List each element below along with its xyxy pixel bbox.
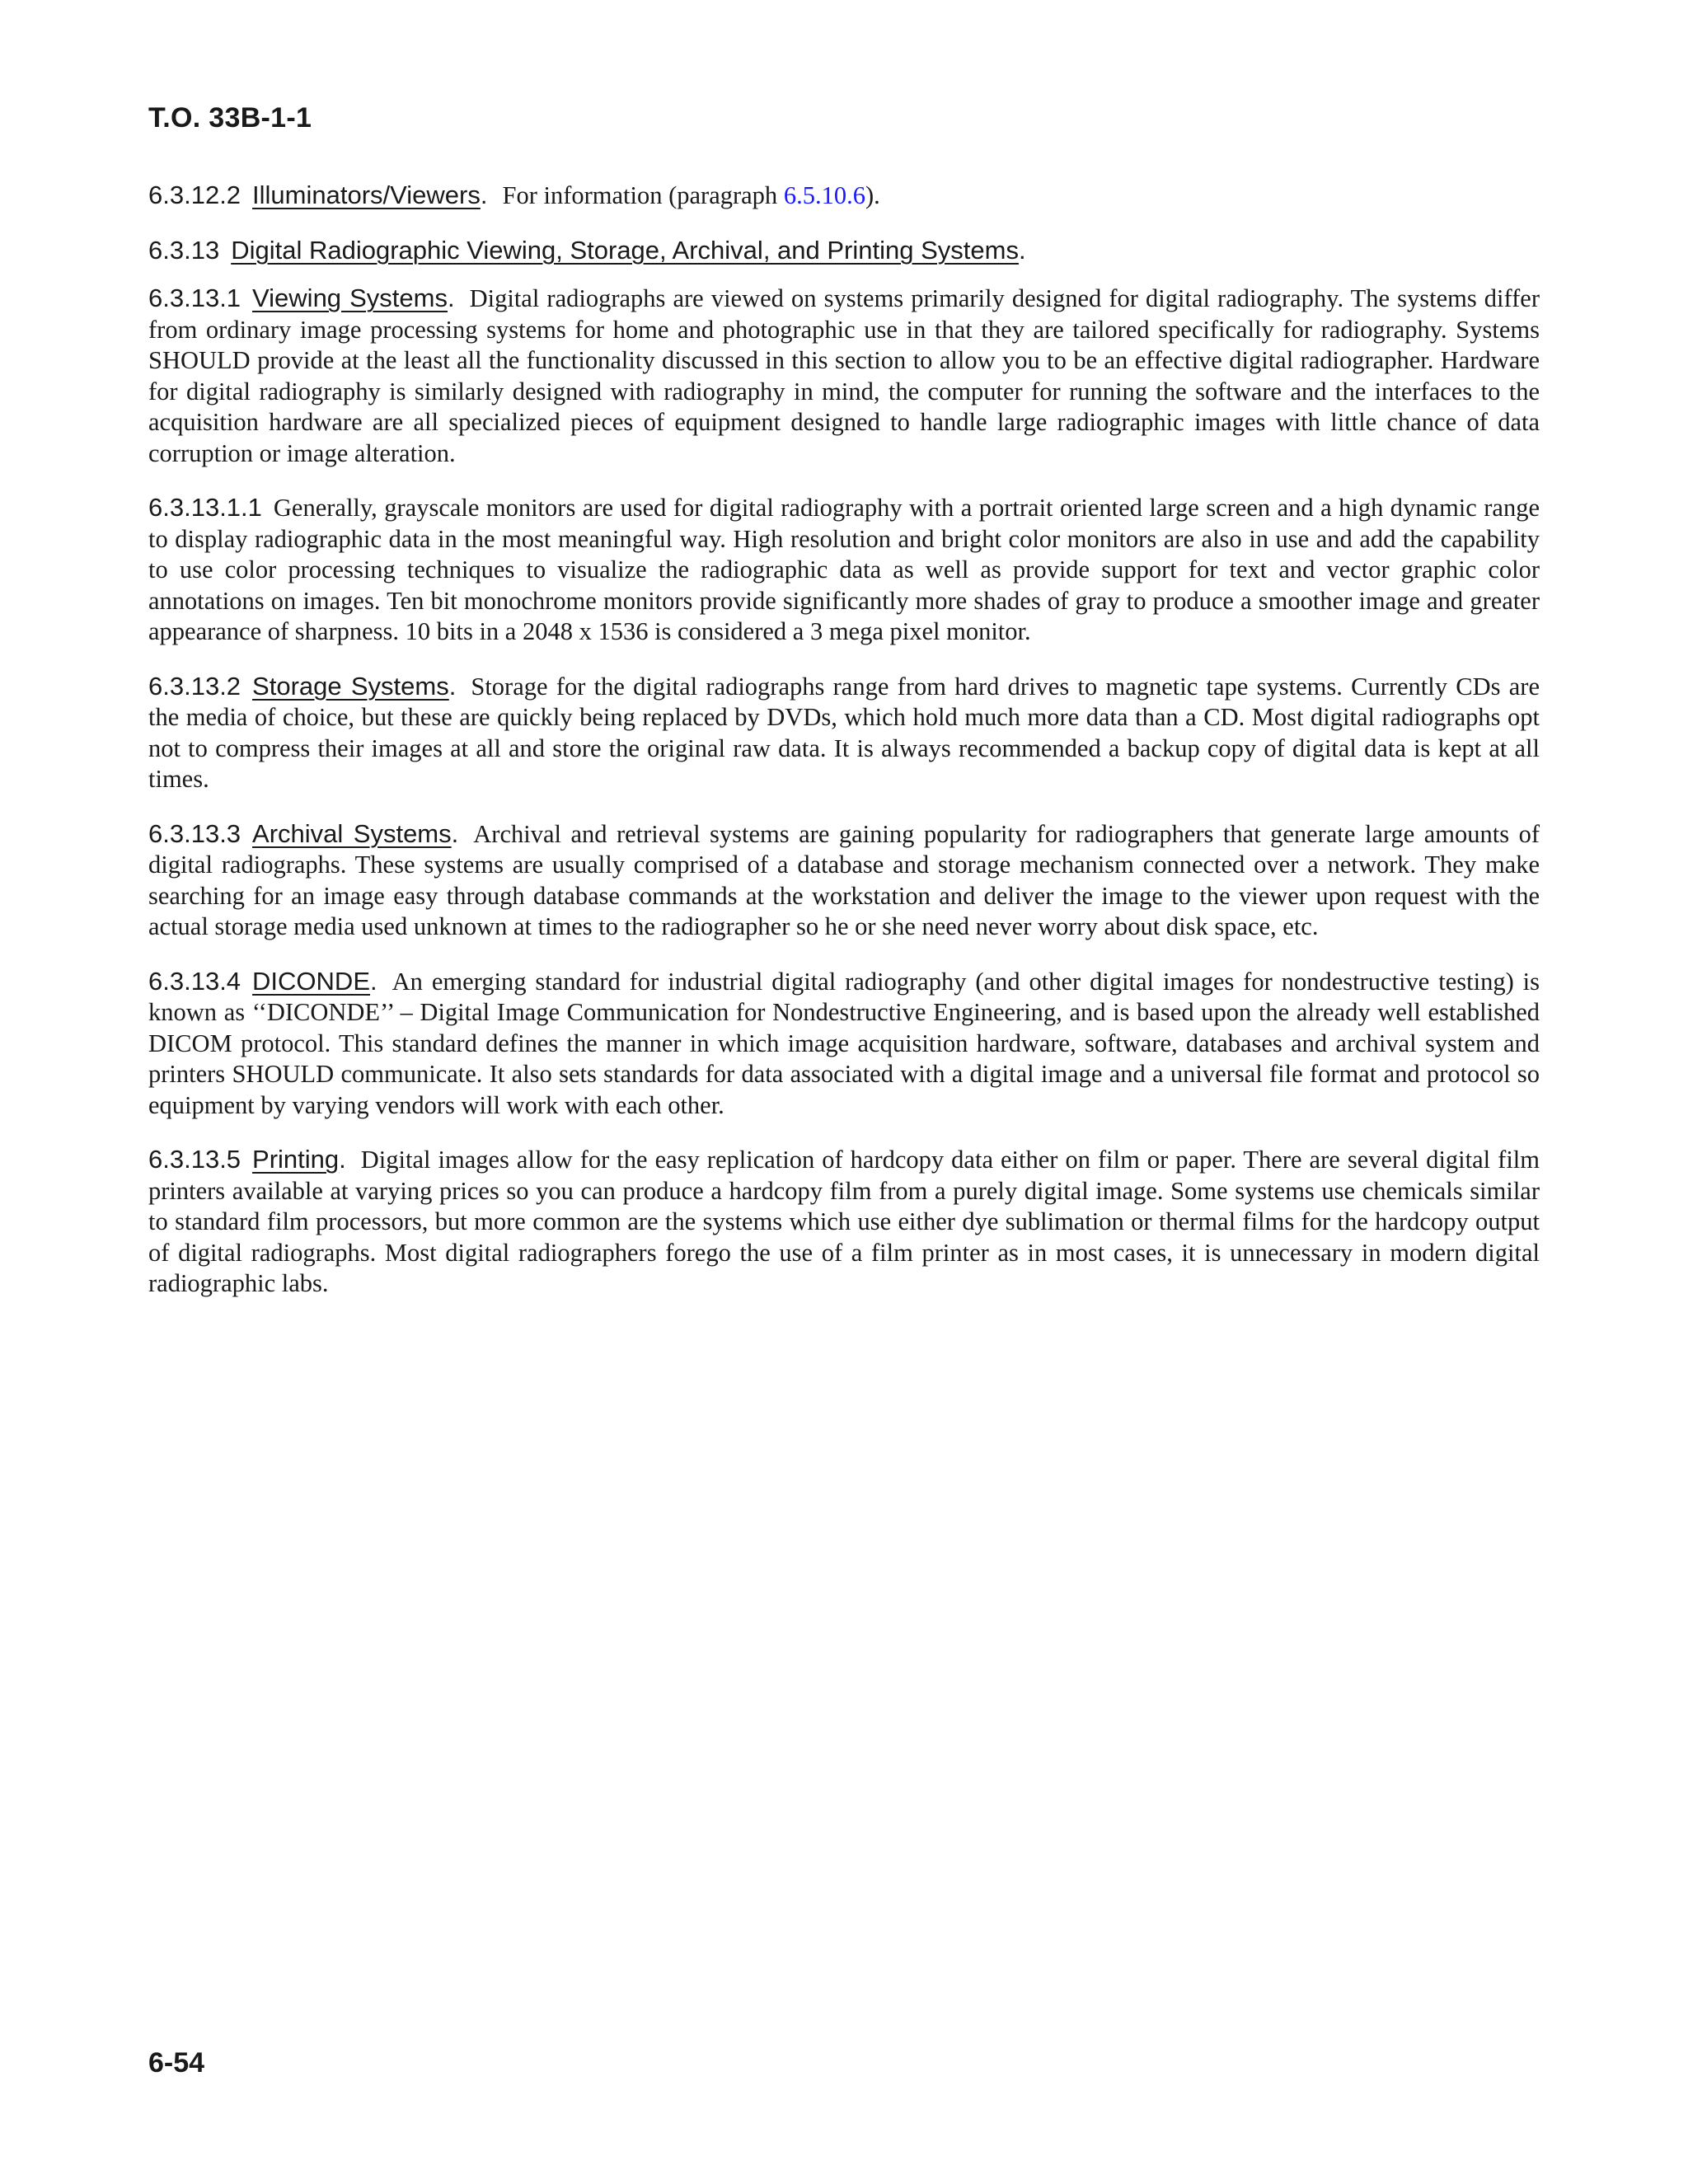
heading-punctuation: . — [339, 1145, 346, 1174]
paragraph-text: For information (paragraph — [502, 181, 784, 209]
paragraph-6-3-12-2 — [148, 180, 1540, 212]
paragraph-number: 6.3.13.3 — [148, 818, 241, 848]
paragraph-heading: Archival Systems — [252, 818, 452, 848]
page-number: 6-54 — [148, 2047, 205, 2079]
paragraph-6-3-13-4 — [148, 966, 1540, 1122]
paragraph-text: Digital radiographs are viewed on systems primarily designed for digital radiography. The systems differ from ordinary image processing systems for home and photographic use in that they are tailored specifically for radiography. Systems SHOULD provide at the least all the functionality discussed in this section to allow you to be an effective digital radiographer. Hardware for digital radiography is similarly designed with radiography in mind, the computer for running the software and the interfaces to the acquisition hardware are all specialized pieces of equipment designed to handle large radiographic images with little chance of data corruption or image alteration. — [148, 284, 1540, 467]
heading-punctuation: . — [451, 818, 459, 848]
paragraph-number: 6.3.13.2 — [148, 671, 241, 701]
heading-punctuation: . — [370, 966, 377, 996]
paragraph-number: 6.3.13.4 — [148, 966, 241, 996]
paragraph-6-3-13-3 — [148, 818, 1540, 943]
heading-punctuation: . — [447, 284, 455, 312]
paragraph-heading: Storage Systems — [252, 671, 449, 701]
paragraph-number: 6.3.12.2 — [148, 180, 241, 209]
paragraph-heading: Digital Radiographic Viewing, Storage, Archival, and Printing Systems — [231, 235, 1019, 265]
paragraph-6-3-13-2 — [148, 671, 1540, 795]
document-body — [148, 180, 1540, 1323]
paragraph-6-3-13-1 — [148, 283, 1540, 469]
paragraph-6-3-13-5 — [148, 1144, 1540, 1300]
paragraph-heading: DICONDE — [252, 966, 370, 996]
paragraph-number: 6.3.13.1 — [148, 284, 241, 312]
paragraph-text: Archival and retrieval systems are gaining popularity for radiographers that generate large amounts of digital radiographs. These systems are usually comprised of a database and storage mechanism connected over a network. They make searching for an image easy through database commands at the workstation and deliver the image to the viewer upon request with the actual storage media used unknown at times to the radiographer so he or she need never worry about disk space, etc. — [148, 819, 1540, 940]
heading-punctuation: . — [480, 180, 488, 209]
paragraph-6-3-13-1-1 — [148, 492, 1540, 648]
paragraph-heading: Illuminators/Viewers — [252, 180, 481, 209]
paragraph-number: 6.3.13.5 — [148, 1145, 241, 1174]
paragraph-number: 6.3.13 — [148, 235, 220, 265]
paragraph-text: Digital images allow for the easy replication of hardcopy data either on film or paper. There are several digital film printers available at varying prices so you can produce a hardcopy film from a purely digital image. Some systems use chemicals similar to standard film processors, but more common are the systems which use either dye sublimation or thermal films for the hardcopy output of digital radiographs. Most digital radiographers forego the use of a film printer as in most cases, it is unnecessary in modern digital radiographic labs. — [148, 1146, 1540, 1297]
heading-punctuation: . — [1018, 235, 1026, 265]
document-id-header: T.O. 33B-1-1 — [148, 102, 312, 134]
paragraph-heading: Printing — [252, 1145, 340, 1174]
paragraph-heading: Viewing Systems — [252, 284, 448, 312]
paragraph-text-end: ). — [865, 181, 880, 209]
section-heading-6-3-13 — [148, 235, 1540, 267]
paragraph-text: Storage for the digital radiographs range from hard drives to magnetic tape systems. Currently CDs are the media of choice, but these are quickly being replaced by DVDs, which hold much more data than a CD. Most digital radiographs opt not to compress their images at all and store the original raw data. It is always recommended a backup copy of digital data is kept at all times. — [148, 672, 1540, 793]
paragraph-text: Generally, grayscale monitors are used for digital radiography with a portrait oriented large screen and a high dynamic range to display radiographic data in the most meaningful way. High resolution and bright color monitors are also in use and add the capability to use color processing techniques to visualize the radiographic data as well as provide support for text and vector graphic color annotations on images. Ten bit monochrome monitors provide significantly more shades of gray to produce a smoother image and greater appearance of sharpness. 10 bits in a 2048 x 1536 is considered a 3 mega pixel monitor. — [148, 494, 1540, 645]
paragraph-number: 6.3.13.1.1 — [148, 493, 262, 522]
paragraph-reference-link[interactable]: 6.5.10.6 — [783, 181, 865, 209]
heading-punctuation: . — [448, 671, 457, 701]
paragraph-text: An emerging standard for industrial digital radiography (and other digital images for nondestructive testing) is known as ‘‘DICONDE’’ – Digital Image Communication for Nondestructive Engineering, and is based upon the already well established DICOM protocol. This standard defines the manner in which image acquisition hardware, software, databases and archival system and printers SHOULD communicate. It also sets standards for data associated with a digital image and a universal file format and protocol so equipment by varying vendors will work with each other. — [148, 967, 1540, 1119]
